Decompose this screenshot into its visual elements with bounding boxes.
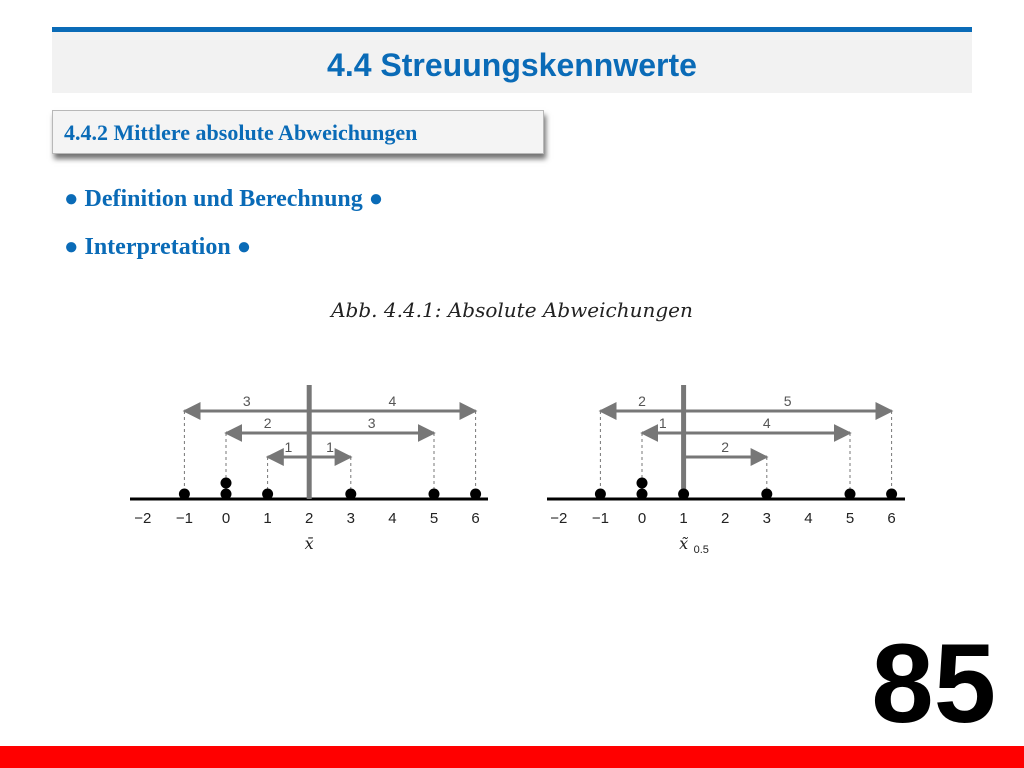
data-point (637, 489, 648, 500)
data-point (637, 478, 648, 489)
distance-label: 3 (242, 393, 251, 409)
tick-label: −2 (550, 510, 568, 527)
distance-label: 4 (762, 415, 771, 431)
distance-label: 2 (638, 393, 646, 409)
data-point (845, 489, 856, 500)
data-point (429, 489, 440, 500)
data-point (221, 478, 232, 489)
distance-label: 2 (721, 439, 730, 455)
data-point (678, 489, 689, 500)
data-point (262, 489, 273, 500)
distance-label: 1 (326, 439, 334, 455)
data-point (886, 489, 897, 500)
data-point (761, 489, 772, 500)
tick-label: 4 (804, 510, 813, 527)
data-point (345, 489, 356, 500)
tick-label: −2 (134, 510, 152, 527)
tick-label: −1 (175, 510, 193, 527)
section-title: 4.4.2 Mittlere absolute Abweichungen (64, 120, 418, 145)
footer-bar (0, 746, 1024, 768)
tick-label: 0 (221, 510, 231, 527)
center-label: x̄ (304, 534, 314, 553)
bullet-definition: ● Definition und Berechnung ● (64, 186, 384, 212)
tick-label: 6 (887, 510, 896, 527)
absolute-deviation-diagram (0, 370, 1024, 570)
tick-label: 6 (471, 510, 480, 527)
tick-label: 2 (721, 510, 730, 527)
figure-caption: Abb. 4.4.1: Absolute Abweichungen (331, 298, 693, 322)
distance-label: 3 (367, 415, 376, 431)
data-point (179, 489, 190, 500)
distance-label: 4 (388, 393, 397, 409)
distance-label: 2 (263, 415, 272, 431)
center-label-subscript: 0.5 (693, 544, 709, 556)
center-label: x̃ (679, 534, 689, 553)
data-point (595, 489, 606, 500)
data-point (221, 489, 232, 500)
section-heading-box (52, 110, 544, 154)
header-bar (52, 27, 972, 93)
tick-label: 3 (762, 510, 771, 527)
page-number: 85 (871, 621, 996, 746)
tick-label: 3 (346, 510, 355, 527)
tick-label: 1 (263, 510, 272, 527)
data-point (470, 489, 481, 500)
bullet-interpretation: ● Interpretation ● (64, 234, 252, 260)
tick-label: 1 (679, 510, 688, 527)
distance-label: 5 (783, 393, 792, 409)
tick-label: 5 (429, 510, 439, 527)
page-title: 4.4 Streuungskennwerte (327, 47, 697, 83)
tick-label: −1 (591, 510, 609, 527)
tick-label: 2 (305, 510, 314, 527)
distance-label: 1 (658, 415, 667, 431)
tick-label: 4 (388, 510, 397, 527)
tick-label: 0 (637, 510, 647, 527)
tick-label: 5 (845, 510, 855, 527)
distance-label: 1 (284, 439, 293, 455)
